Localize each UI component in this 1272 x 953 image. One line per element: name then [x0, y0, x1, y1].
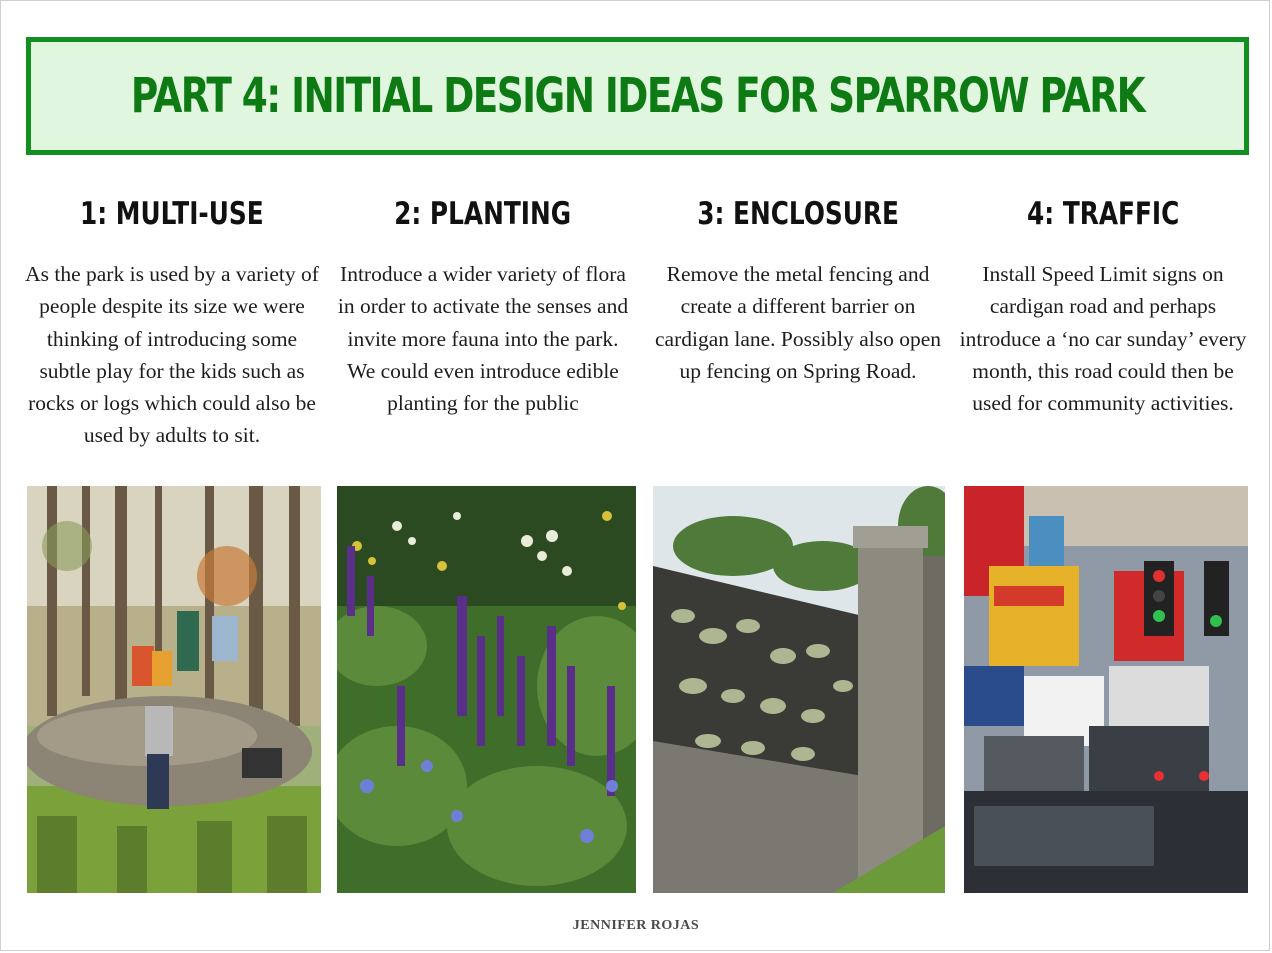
- photo-flower-planting: [337, 486, 636, 893]
- column-text: Introduce a wider variety of flora in order to activate the senses and invite more fauna into the park. We could even introduce edible planting for the public: [337, 262, 629, 416]
- column-heading: 2: PLANTING: [394, 196, 572, 232]
- column-heading: 1: MULTI-USE: [80, 196, 264, 232]
- column-text: Install Speed Limit signs on cardigan road and perhaps introduce a ‘no car sunday’ every month, this road could then be used for community activities.: [959, 262, 1247, 416]
- page-title: PART 4: INITIAL DESIGN IDEAS FOR SPARROW PARK: [130, 68, 1145, 124]
- photo-children-on-rock: [27, 486, 321, 893]
- column-heading: 4: TRAFFIC: [1026, 196, 1180, 232]
- column-heading: 3: ENCLOSURE: [697, 196, 899, 232]
- column-traffic: [958, 196, 1248, 486]
- column-multi-use: [24, 196, 320, 486]
- column-enclosure: [653, 196, 943, 486]
- photo-traffic: [964, 486, 1248, 893]
- column-planting: [337, 196, 629, 486]
- column-text: As the park is used by a variety of people despite its size we were thinking of introducing some subtle play for the kids such as rocks or logs which could also be used by adults to sit.: [25, 262, 319, 448]
- column-text: Remove the metal fencing and create a different barrier on cardigan lane. Possibly also open up fencing on Spring Road.: [654, 262, 941, 383]
- author-footer: JENNIFER ROJAS: [572, 918, 700, 933]
- title-banner: [26, 37, 1249, 155]
- photo-decorative-fence: [653, 486, 945, 893]
